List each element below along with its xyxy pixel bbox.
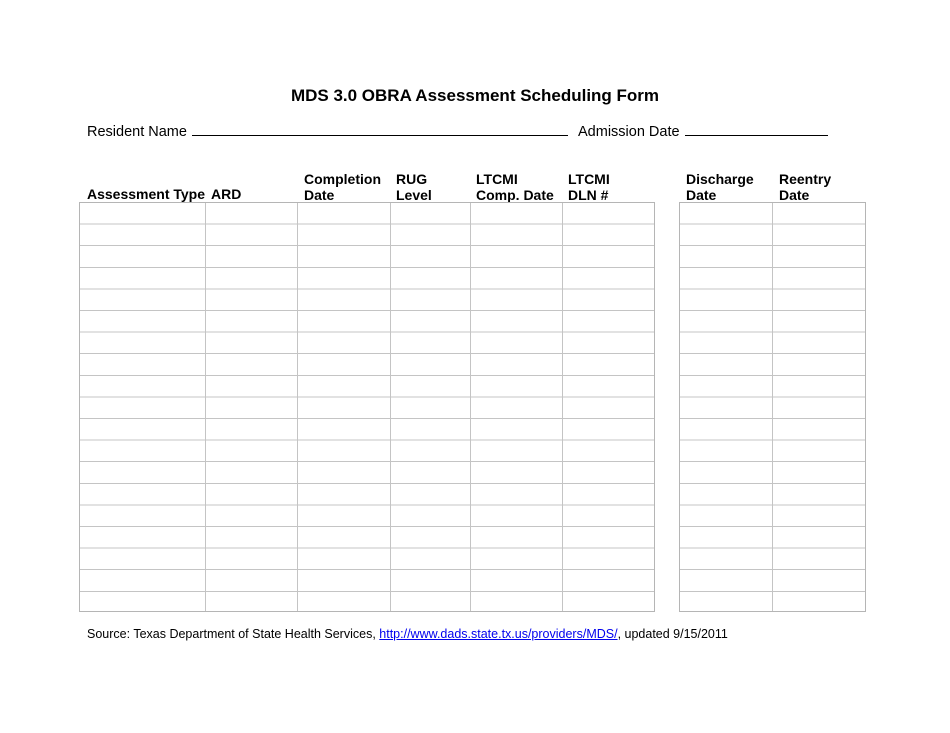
resident-name-blank[interactable] bbox=[192, 121, 568, 136]
header-discharge-date: Discharge Date bbox=[686, 171, 754, 203]
column-divider bbox=[205, 203, 206, 611]
resident-name-label: Resident Name bbox=[87, 124, 187, 140]
header-ard: ARD bbox=[211, 186, 242, 202]
admission-date-field bbox=[578, 121, 828, 140]
column-divider bbox=[297, 203, 298, 611]
admission-date-label: Admission Date bbox=[578, 124, 680, 140]
header-reentry-date: Reentry Date bbox=[779, 171, 832, 203]
column-divider bbox=[562, 203, 563, 611]
assessment-table[interactable] bbox=[79, 202, 655, 612]
column-divider bbox=[772, 203, 773, 611]
source-footer bbox=[87, 627, 728, 641]
source-suffix: , updated 9/15/2011 bbox=[617, 627, 728, 641]
header-assessment-type: Assessment Type bbox=[87, 186, 206, 202]
column-divider bbox=[390, 203, 391, 611]
discharge-table[interactable] bbox=[679, 202, 866, 612]
page-title: MDS 3.0 OBRA Assessment Scheduling Form bbox=[290, 86, 660, 105]
header-ltcmi-dln: LTCMI DLN # bbox=[568, 171, 610, 203]
source-prefix: Source: Texas Department of State Health Services, bbox=[87, 627, 380, 641]
resident-name-field bbox=[87, 121, 568, 140]
admission-date-blank[interactable] bbox=[685, 121, 828, 136]
source-link[interactable]: http://www.dads.state.tx.us/providers/MDS/ bbox=[379, 627, 618, 641]
column-divider bbox=[470, 203, 471, 611]
header-completion-date: Completion Date bbox=[304, 171, 381, 203]
header-rug-level: RUG Level bbox=[396, 171, 432, 203]
header-ltcmi-comp-date: LTCMI Comp. Date bbox=[476, 171, 554, 203]
